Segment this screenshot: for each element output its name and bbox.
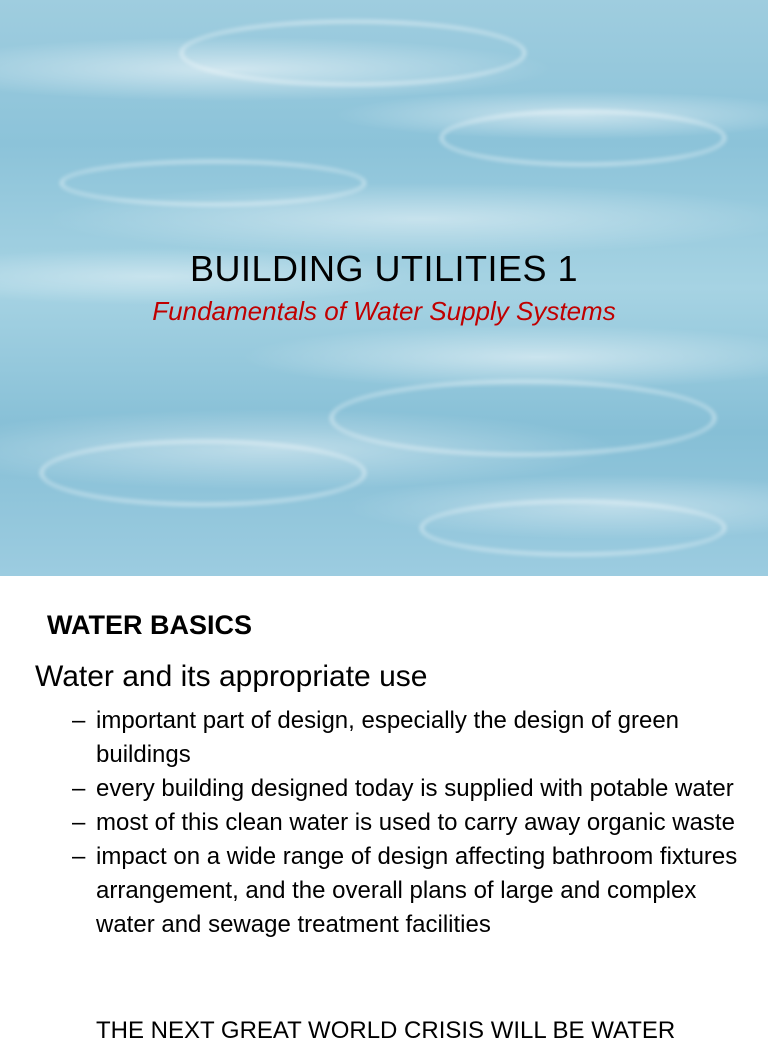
water-ripple (440, 110, 726, 166)
dash-marker: – (72, 843, 86, 870)
list-item (72, 772, 752, 806)
water-ripple (420, 500, 726, 556)
list-item (72, 840, 752, 942)
list-item-text: every building designed today is supplied with potable water (96, 775, 734, 802)
list-item-text: impact on a wide range of design affecting bathroom fixtures arrangement, and the overall plans of large and complex water and sewage treatment facilities (96, 843, 738, 938)
list-item (72, 704, 752, 772)
water-ripple (40, 440, 366, 506)
dash-marker: – (72, 775, 86, 802)
water-ripple (60, 160, 366, 206)
slide-title: BUILDING UTILITIES 1 (189, 248, 579, 289)
water-ripple (180, 20, 526, 86)
trailing-line: THE NEXT GREAT WORLD CRISIS WILL BE WATER (96, 1017, 676, 1044)
lead-line: Water and its appropriate use (35, 660, 428, 693)
slide-subtitle: Fundamentals of Water Supply Systems (152, 296, 616, 326)
section-heading: WATER BASICS (47, 610, 253, 640)
list-item-text: important part of design, especially the design of green buildings (96, 707, 680, 768)
dash-marker: – (72, 707, 86, 734)
water-ripple (330, 380, 716, 456)
list-item-text: most of this clean water is used to carry away organic waste (96, 809, 735, 836)
content-slide (0, 576, 768, 1044)
bullet-list (72, 704, 752, 942)
list-item (72, 806, 752, 840)
dash-marker: – (72, 809, 86, 836)
